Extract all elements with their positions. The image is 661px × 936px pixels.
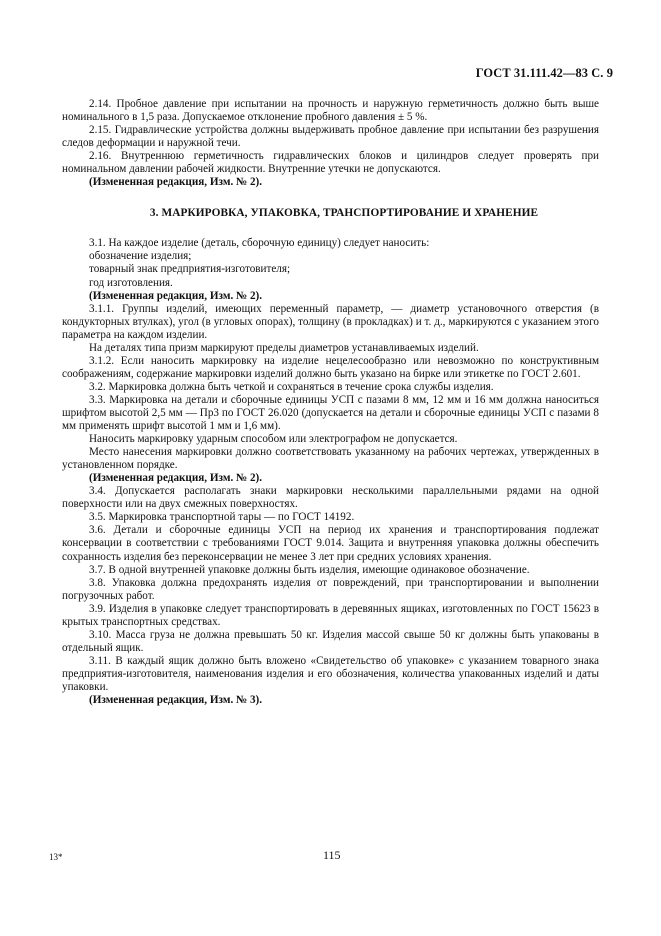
paragraph-2-15: [62, 124, 599, 150]
document-header: ГОСТ 31.111.42—83 С. 9: [475, 66, 613, 80]
paragraph-3-5: 3.5. Маркировка транспортной тары — по ГОСТ 14192.: [89, 511, 355, 524]
paragraph-3-3: 3.3. Маркировка на детали и сборочные единицы УСП с пазами 8 мм, 12 мм и 16 мм должна наноситься шрифтом высотой 2,5 мм — Пр3 по ГОСТ 26.020 (допускается на детали и сборочные единицы УСП с пазами 8 мм применять шрифт высотой 1 мм и 1,6 мм).: [62, 393, 599, 433]
paragraph-text: 2.16. Внутреннюю герметичность гидравлических блоков и цилиндров следует проверять при номинальном давлении рабочей жидкости. Внутренние утечки не допускаются.: [62, 150, 599, 176]
section-title: 3. МАРКИРОВКА, УПАКОВКА, ТРАНСПОРТИРОВАНИЕ И ХРАНЕНИЕ: [149, 207, 539, 220]
paragraph-text: 2.15. Гидравлические устройства должны выдерживать пробное давление при испытании без разрушения следов деформации и наружной течи.: [62, 124, 599, 150]
paragraph-3-1-1: 3.1.1. Группы изделий, имеющих переменный параметр, — диаметр установочного отверстия (в кондукторных втулках), угол (в угловых опорах), толщину (в прокладках) и т. д., маркируются с указанием этого параметра на каждом изделии.: [62, 302, 599, 341]
amendment-note: (Измененная редакция, Изм. № 2).: [89, 472, 263, 485]
paragraph-impact: Наносить маркировку ударным способом или электрографом не допускается.: [89, 433, 458, 446]
page-number: 115: [323, 848, 341, 862]
list-item: год изготовления.: [89, 276, 173, 289]
paragraph-3-11: 3.11. В каждый ящик должно быть вложено «Свидетельство об упаковке» с указанием товарного знака предприятия-изготовителя, наименования изделия и его обозначения, количества упакованных изделий и даты упаковки.: [62, 654, 599, 693]
amendment-note: (Измененная редакция, Изм. № 2).: [89, 289, 263, 302]
paragraph-text: 2.14. Пробное давление при испытании на прочность и наружную герметичность должно быть выше номинального в 1,5 раза. Допускаемое отклонение пробного давления ± 5 %.: [62, 98, 599, 124]
amendment-note: (Измененная редакция, Изм. № 2).: [89, 176, 263, 189]
list-item: обозначение изделия;: [89, 250, 192, 263]
paragraph-prisms: На деталях типа призм маркируют пределы диаметров устанавливаемых изделий.: [89, 341, 479, 354]
paragraph-2-14: [62, 98, 599, 124]
paragraph-3-9: 3.9. Изделия в упаковке следует транспортировать в деревянных ящиках, изготовленных по ГОСТ 15623 в крытых транспортных средствах.: [62, 602, 599, 628]
paragraph-3-7: 3.7. В одной внутренней упаковке должны быть изделия, имеющие одинаковое обозначение.: [89, 563, 530, 576]
list-item: товарный знак предприятия-изготовителя;: [89, 263, 291, 276]
paragraph-3-1: 3.1. На каждое изделие (деталь, сборочную единицу) следует наносить:: [89, 237, 430, 250]
sheet-mark: 13*: [49, 852, 63, 862]
paragraph-3-8: 3.8. Упаковка должна предохранять изделия от повреждений, при транспортировании и выполнении погрузочных работ.: [62, 576, 599, 602]
document-body: [62, 98, 599, 707]
paragraph-3-10: 3.10. Масса груза не должна превышать 50 кг. Изделия массой свыше 50 кг должны быть упакованы в отдельный ящик.: [62, 628, 599, 654]
paragraph-location: Место нанесения маркировки должно соответствовать указанному на рабочих чертежах, утвержденных в установленном порядке.: [62, 446, 599, 472]
paragraph-3-1-2: 3.1.2. Если наносить маркировку на изделие нецелесообразно или невозможно по конструктивным соображениям, содержание маркировки изделий должно быть указано на бирке или этикетке по ГОСТ 2.601.: [62, 354, 599, 380]
paragraph-3-6: 3.6. Детали и сборочные единицы УСП на период их хранения и транспортирования подлежат консервации в соответствии с требованиями ГОСТ 9.014. Защита и внутренняя упаковка должны обеспечить сохранность изделия без переконсервации не менее 3 лет при средних условиях хранения.: [62, 524, 599, 563]
amendment-note: (Измененная редакция, Изм. № 3).: [89, 694, 263, 707]
paragraph-3-4: 3.4. Допускается располагать знаки маркировки несколькими параллельными рядами на одной поверхности или на двух смежных поверхностях.: [62, 485, 599, 511]
paragraph-3-2: 3.2. Маркировка должна быть четкой и сохраняться в течение срока службы изделия.: [89, 380, 494, 393]
paragraph-2-16: [62, 150, 599, 176]
